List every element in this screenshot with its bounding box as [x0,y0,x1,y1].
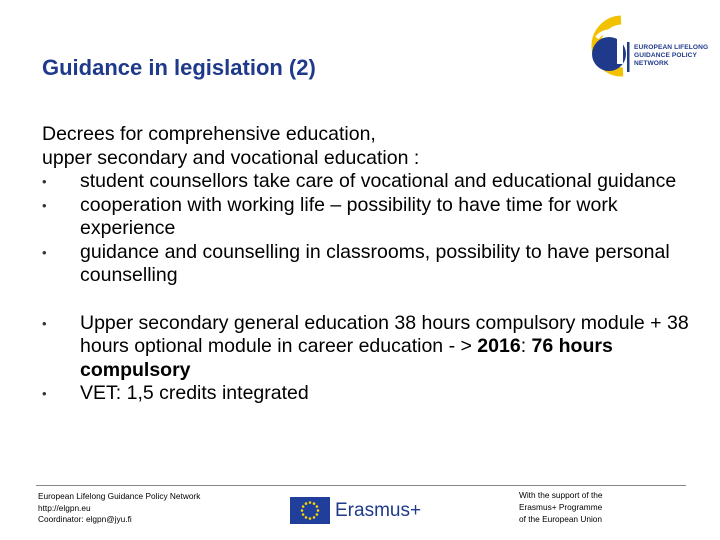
bullet-icon: • [42,244,47,260]
bullet-icon: • [42,197,47,213]
support-line-1: With the support of the [519,490,603,500]
slide-body [42,123,702,406]
list-item [42,194,702,241]
logo-line-3: NETWORK [634,60,669,67]
bullet-emphasis: 76 hours compulsory [80,335,613,381]
bullet-text [80,312,689,381]
bullet-text: guidance and counselling in classrooms, possibility to have personal counselling [80,240,670,286]
eu-flag-icon [290,497,330,524]
logo-line-1: EUROPEAN LIFELONG [634,44,709,51]
bullet-icon: • [42,174,47,189]
elgpn-logo [577,14,709,84]
bullet-separator: : [520,335,532,357]
bullet-icon: • [42,386,47,401]
list-item [42,382,702,406]
footer-support [519,489,602,525]
bullet-year: 2016 [477,335,521,357]
footer-coordinator: Coordinator: elgpn@jyu.fi [38,514,132,524]
support-line-3: of the European Union [519,514,603,524]
list-item [42,312,702,383]
bullet-text: cooperation with working life – possibility to have time for work experience [80,193,618,239]
footer-divider [36,485,686,486]
bullet-list-b [42,312,702,406]
logo-line-2: GUIDANCE POLICY [634,52,698,59]
bullet-list-a [42,170,702,288]
page-title: Guidance in legislation (2) [42,55,316,80]
bullet-icon: • [42,315,47,331]
erasmus-wordmark: Erasmus+ [335,500,422,521]
erasmus-logo [290,497,430,525]
intro-line-1: Decrees for comprehensive education, [42,123,376,145]
list-item [42,241,702,288]
bullet-text-part: Upper secondary general education 38 hours compulsory module + 38 hours optional module in career education - > [80,311,689,357]
footer-org: European Lifelong Guidance Policy Network [38,491,201,501]
intro-line-2: upper secondary and vocational education : [42,146,420,169]
list-item [42,170,702,194]
bullet-text: student counsellors take care of vocational and educational guidance [80,170,677,192]
footer-contact [38,491,200,526]
bullet-text: VET: 1,5 credits integrated [80,382,309,404]
footer-url: http://elgpn.eu [38,502,91,513]
support-line-2: Erasmus+ Programme [519,502,603,512]
